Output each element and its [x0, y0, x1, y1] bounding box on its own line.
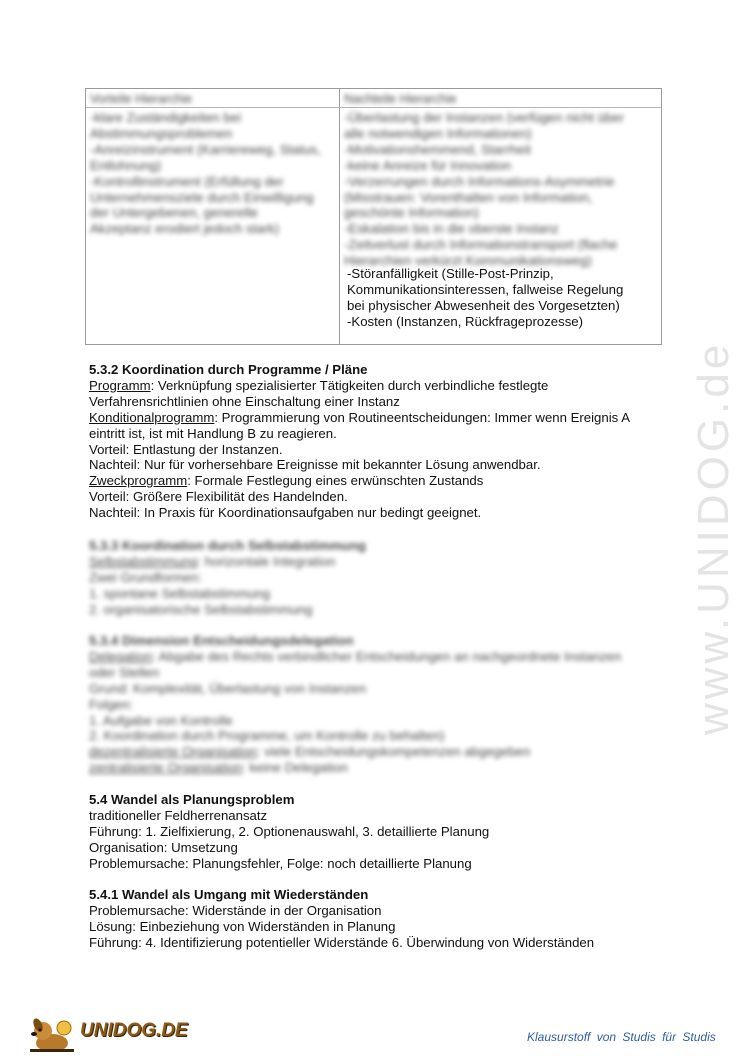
- text-line: Vorteil: Größere Flexibilität des Handelnden.: [89, 489, 348, 505]
- table-line: -Anreizinstrument (Karriereweg, Status,: [90, 141, 321, 157]
- definition-text: : Verknüpfung spezialisierter Tätigkeiten durch verbindliche festlegte: [150, 377, 549, 393]
- table-line: -Verzerrungen durch Informations-Asymmetrie: [344, 173, 615, 189]
- table-line: -Überlastung der Instanzen (verfügen nicht über: [344, 110, 625, 125]
- unidog-logo: [26, 1015, 188, 1055]
- section-5-3-2: [89, 362, 630, 521]
- table-line: Unternehmensziele durch Einwilligung: [90, 189, 314, 205]
- definition-text: : viele Entscheidungskompetenzen abgegeben: [256, 744, 531, 760]
- dog-icon: [26, 1015, 82, 1055]
- term: Programm: [89, 377, 151, 393]
- definition-text: : keine Delegation: [242, 760, 348, 776]
- section-5-3-4: [89, 633, 621, 776]
- definition-text: : Abgabe des Rechts verbindlicher Entscheidungen an nachgeordnete Instanzen: [152, 648, 622, 664]
- term: Delegation: [89, 648, 153, 664]
- definition-line: [89, 744, 621, 760]
- section-heading: 5.3.3 Koordination durch Selbstabstimmung: [89, 538, 366, 553]
- text-line: 1. Aufgabe von Kontrolle: [89, 712, 233, 728]
- text-line: Vorteil: Entlastung der Instanzen.: [89, 441, 283, 457]
- section-heading: 5.4.1 Wandel als Umgang mit Wiederständen: [89, 887, 369, 902]
- definition-text: : Programmierung von Routineentscheidungen: Immer wenn Ereignis A: [214, 409, 630, 425]
- text-line: Problemursache: Planungsfehler, Folge: noch detaillierte Planung: [89, 855, 472, 871]
- table-line: -Kontrollinstrument (Erfüllung der: [90, 173, 284, 189]
- table-cell-right-visible: [347, 266, 623, 330]
- text-line: Problemursache: Widerstände in der Organisation: [89, 902, 382, 918]
- text-line: Führung: 4. Identifizierung potentieller Widerstände 6. Überwindung von Widerständen: [89, 934, 595, 950]
- table-line: Entlohnung): [90, 157, 162, 173]
- text-line: Lösung: Einbeziehung von Widerständen in Planung: [89, 918, 396, 934]
- section-heading: 5.4 Wandel als Planungsproblem: [89, 792, 295, 807]
- table-line: bei physischer Abwesenheit des Vorgesetzten): [347, 297, 620, 313]
- table-line: Akzeptanz erodiert jedoch stark): [90, 221, 280, 237]
- hierarchy-table: [85, 88, 662, 345]
- table-line: der Untergebenen, generelle: [90, 205, 258, 221]
- section-5-3-3: [89, 538, 366, 618]
- definition-line: [89, 378, 630, 394]
- text-line: Organisation: Umsetzung: [89, 839, 238, 855]
- text-line: 1. spontane Selbstabstimmung: [89, 585, 271, 601]
- definition-line: [89, 473, 630, 489]
- term: Konditionalprogramm: [89, 409, 215, 425]
- table-line: -Kosten (Instanzen, Rückfrageprozesse): [347, 313, 584, 329]
- table-cell-left: [90, 110, 330, 237]
- text-line: Folgen:: [89, 696, 133, 712]
- table-line: (Misstrauen: Vorenthalten von Information,: [344, 189, 593, 205]
- text-line: Zwei Grundformen:: [89, 569, 202, 585]
- definition-line: [89, 760, 621, 776]
- text-line: 2. organisatorische Selbstabstimmung: [89, 601, 313, 617]
- table-line: alle notwendigen Informationen): [344, 125, 532, 141]
- table-line: Kommunikationsinteressen, fallweise Regelung: [347, 281, 624, 297]
- term: Zweckprogramm: [89, 473, 188, 489]
- table-cell-right-blurred: [344, 110, 660, 269]
- section-heading: 5.3.4 Dimension Entscheidungsdelegation: [89, 633, 354, 648]
- section-heading: 5.3.2 Koordination durch Programme / Pläne: [89, 362, 368, 377]
- table-line: -Zeitverlust durch Informationstransport (flache: [344, 237, 618, 253]
- definition-line: [89, 649, 621, 665]
- table-column-divider: [339, 89, 340, 344]
- table-line: -Eskalation bis in die oberste Instanz: [344, 221, 559, 237]
- table-line: -klare Zuständigkeiten bei: [90, 110, 242, 125]
- table-header-right: Nachteile Hierarchie: [344, 92, 457, 106]
- text-line: Nachteil: In Praxis für Koordinationsaufgaben nur bedingt geeignet.: [89, 505, 482, 521]
- table-line: geschönte Information): [344, 205, 479, 221]
- footer-tagline: Klausurstoff von Studis für Studis: [527, 1030, 716, 1044]
- table-line: -Störanfälligkeit (Stille-Post-Prinzip,: [347, 266, 554, 281]
- definition-line: [89, 554, 366, 570]
- term: Selbstabstimmung: [89, 553, 198, 569]
- text-line: eintritt ist, ist mit Handlung B zu reagieren.: [89, 425, 337, 441]
- text-line: Verfahrensrichtlinien ohne Einschaltung einer Instanz: [89, 393, 400, 409]
- definition-text: : horizontale Integration: [197, 553, 336, 569]
- text-line: Grund: Komplexität, Überlastung von Instanzen: [89, 680, 367, 696]
- definition-text: : Formale Festlegung eines erwünschten Zustands: [187, 473, 484, 489]
- section-5-4-1: [89, 887, 594, 951]
- table-line: Abstimmungsproblemen: [90, 125, 233, 141]
- section-5-4: [89, 792, 489, 872]
- text-line: 2. Koordination durch Programme, um Kontrolle zu behalten): [89, 728, 445, 744]
- table-line: -keine Anreize für Innovation: [344, 157, 512, 173]
- term: dezentralisierte Organisation: [89, 744, 257, 760]
- term: zentralisierte Organisation: [89, 760, 243, 776]
- table-header-left: Vorteile Hierarchie: [90, 92, 193, 106]
- logo-text: UNIDOG.DE: [80, 1020, 188, 1041]
- text-line: Führung: 1. Zielfixierung, 2. Optionenauswahl, 3. detaillierte Planung: [89, 823, 490, 839]
- watermark: www.UNIDOG.de: [689, 340, 738, 735]
- table-line: -Motivationshemmend, Starrheit: [344, 141, 531, 157]
- table-line: Hierarchien verkürzt Kommunikationsweg): [344, 253, 592, 269]
- text-line: oder Stellen: [89, 664, 160, 680]
- text-line: traditioneller Feldherrenansatz: [89, 807, 268, 823]
- definition-line: [89, 410, 630, 426]
- text-line: Nachteil: Nur für vorhersehbare Ereignisse mit bekannter Lösung anwendbar.: [89, 457, 541, 473]
